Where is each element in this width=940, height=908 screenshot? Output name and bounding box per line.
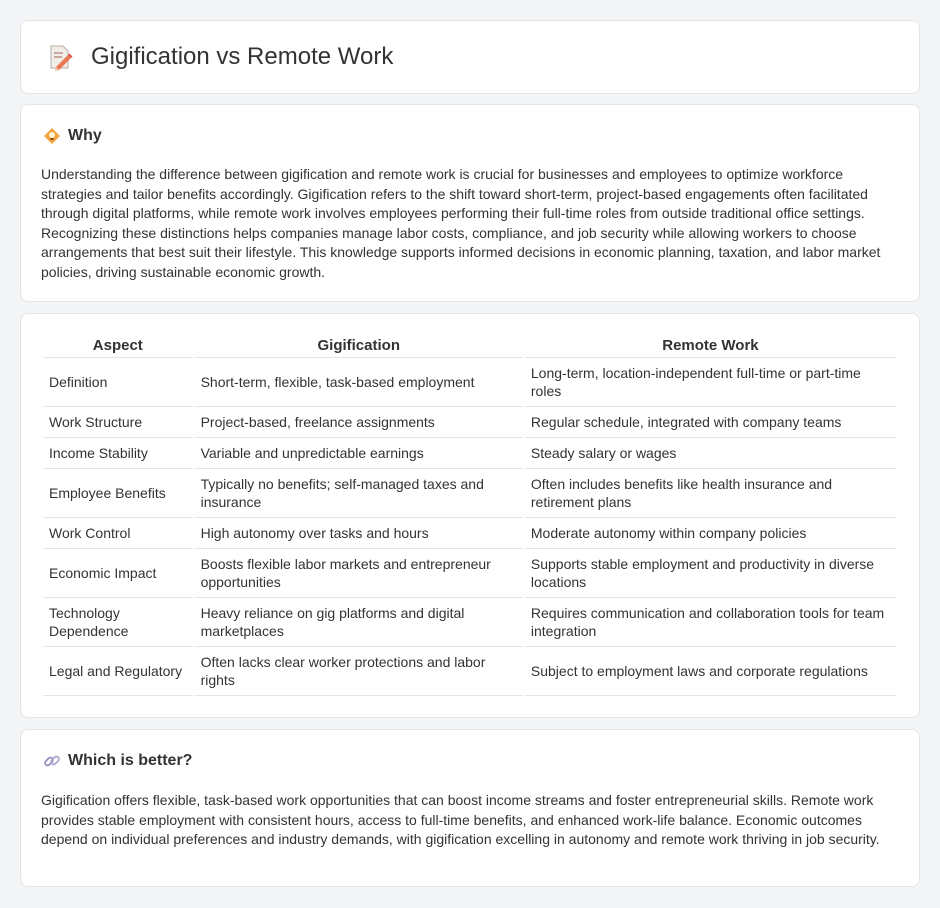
table-cell: Supports stable employment and productivity in diverse locations: [525, 549, 896, 598]
table-cell: Short-term, flexible, task-based employment: [195, 358, 523, 407]
table-cell: Often includes benefits like health insurance and retirement plans: [525, 469, 896, 518]
table-cell: Work Control: [43, 518, 193, 549]
table-cell: High autonomy over tasks and hours: [195, 518, 523, 549]
header-card: [20, 20, 920, 94]
table-row: [43, 549, 896, 598]
which-is-better-section: [20, 729, 920, 887]
table-cell: Regular schedule, integrated with company teams: [525, 407, 896, 438]
table-cell: Typically no benefits; self-managed taxes and insurance: [195, 469, 523, 518]
table-cell: Long-term, location-independent full-time or part-time roles: [525, 358, 896, 407]
table-row: [43, 647, 896, 696]
table-row: [43, 358, 896, 407]
table-cell: Requires communication and collaboration tools for team integration: [525, 598, 896, 647]
why-section: [20, 104, 920, 302]
header-aspect: Aspect: [43, 334, 193, 358]
table-cell: Heavy reliance on gig platforms and digital marketplaces: [195, 598, 523, 647]
table-cell: Economic Impact: [43, 549, 193, 598]
table-header-row: [43, 334, 896, 358]
why-title: Why: [68, 127, 102, 144]
table-cell: Often lacks clear worker protections and labor rights: [195, 647, 523, 696]
why-text: Understanding the difference between gigification and remote work is crucial for businesses and employees to optimize workforce strategies and tailor benefits accordingly. Gigification refers to the shift toward short-term, project-based engagements often facilitated through digital platforms, while remote work involves employees performing their full-time roles from outside traditional office settings. Recognizing these distinctions helps companies manage labor costs, compliance, and job security while allowing workers to choose arrangements that best suit their lifestyle. This knowledge supports informed decisions in economic planning, taxation, and labor market policies, driving sustainable economic growth.: [41, 166, 881, 280]
table-row: [43, 598, 896, 647]
table-cell: Legal and Regulatory: [43, 647, 193, 696]
document-pencil-icon: [45, 43, 73, 71]
table-row: [43, 518, 896, 549]
table-cell: Employee Benefits: [43, 469, 193, 518]
table-row: [43, 469, 896, 518]
table-cell: Income Stability: [43, 438, 193, 469]
page-title: Gigification vs Remote Work: [91, 43, 394, 70]
header-remote-work: Remote Work: [525, 334, 896, 358]
lightbulb-icon: [43, 127, 61, 145]
table-cell: Boosts flexible labor markets and entrepreneur opportunities: [195, 549, 523, 598]
table-cell: Moderate autonomy within company policies: [525, 518, 896, 549]
comparison-table: [41, 334, 898, 696]
table-cell: Variable and unpredictable earnings: [195, 438, 523, 469]
link-icon: [43, 752, 61, 770]
better-title: Which is better?: [68, 752, 193, 769]
better-text: Gigification offers flexible, task-based work opportunities that can boost income streams and foster entrepreneurial skills. Remote work provides stable employment with consistent hours, access to full-time benefits, and enhanced work-life balance. Economic outcomes depend on individual preferences and industry demands, with gigification excelling in autonomy and remote work thriving in job security.: [41, 792, 880, 847]
table-cell: Work Structure: [43, 407, 193, 438]
table-cell: Subject to employment laws and corporate regulations: [525, 647, 896, 696]
table-row: [43, 438, 896, 469]
table-row: [43, 407, 896, 438]
table-cell: Technology Dependence: [43, 598, 193, 647]
header-gigification: Gigification: [195, 334, 523, 358]
table-cell: Project-based, freelance assignments: [195, 407, 523, 438]
comparison-table-card: [20, 313, 920, 718]
table-cell: Definition: [43, 358, 193, 407]
table-cell: Steady salary or wages: [525, 438, 896, 469]
